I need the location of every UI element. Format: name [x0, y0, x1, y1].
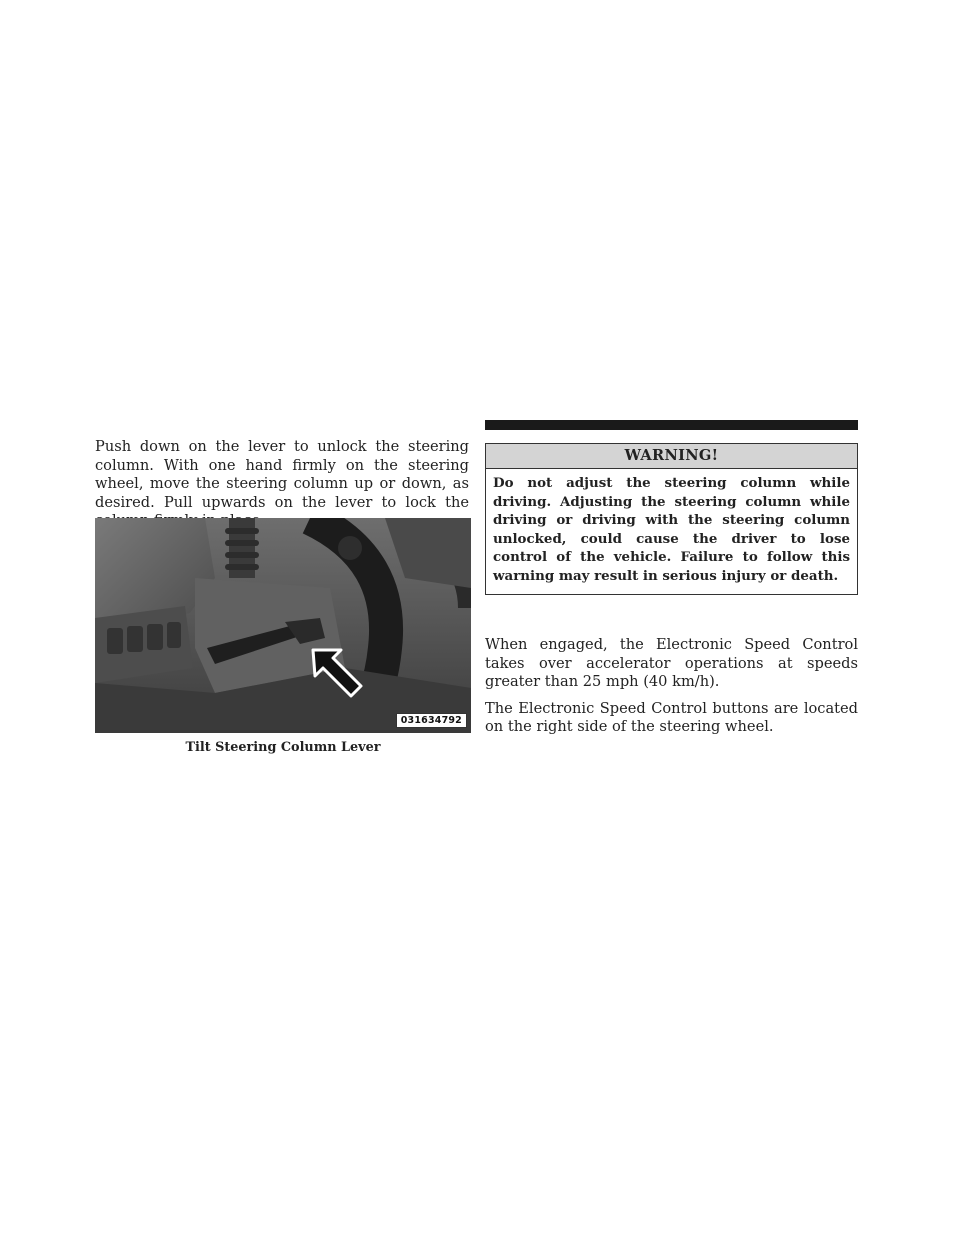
steering-column-illustration	[95, 518, 471, 733]
warning-title: WARNING!	[486, 444, 857, 469]
steering-instructions: Push down on the lever to unlock the steering column. With one hand firmly on the steering wheel, move the steering column up or down, as desired. Pull upwards on the lever to lock the	[95, 438, 469, 511]
section-rule	[485, 420, 858, 430]
figure-caption: Tilt Steering Column Lever	[185, 740, 381, 755]
warning-text: Do not adjust the steering column while driving. Adjusting the steering column while driving or driving with the steering column unlocked, could cause the driver to lose control of the vehicle. Failure to follow this warning may result in serious injury or death.	[493, 475, 850, 584]
warning-box	[485, 443, 858, 595]
right-column	[485, 420, 858, 595]
figure-code: 031634792	[396, 713, 467, 728]
speed-control-paragraph: When engaged, the Electronic Speed Control takes over accelerator operations at speeds greater than 25 mph (40 km/h).	[485, 636, 858, 691]
speed-control-section	[485, 636, 858, 737]
speed-control-buttons-paragraph: The Electronic Speed Control buttons are located on the right side of the steering wheel.	[485, 699, 858, 736]
tilt-steering-figure	[95, 518, 471, 733]
